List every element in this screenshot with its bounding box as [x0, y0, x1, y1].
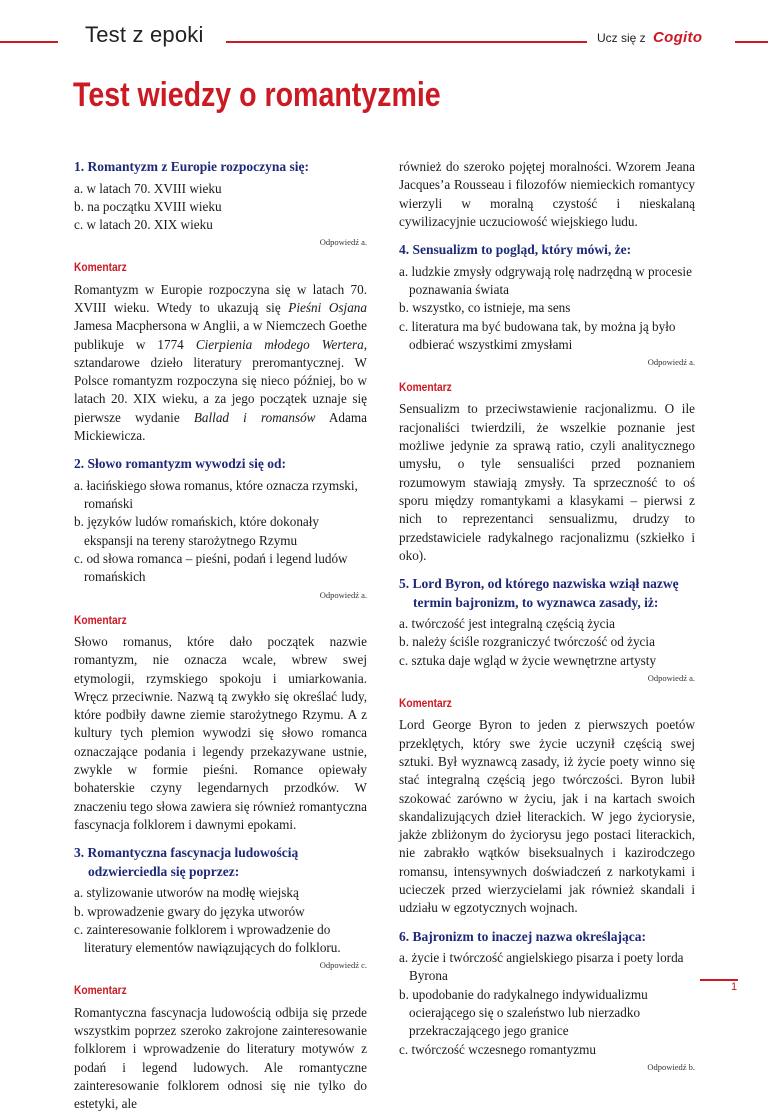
answer-option: b. wszystko, co istnieje, ma sens: [399, 300, 571, 316]
answer-option: b. należy ściśle rozgraniczyć twórczość od życia: [399, 634, 655, 650]
answer-options: [74, 884, 367, 957]
commentary-label: Komentarz: [74, 612, 127, 627]
commentary-text: Słowo romanus, które dało początek nazwie romantyzm, nie oznacza wcale, wbrew swej etymologii, rzymskiego spokoju i umiarkowania. Wręcz przeciwnie. Nazwą tą zwykło się określać ludy, które podbiły dawne ziemie starożytnego Rzymu. A z kultury tych plemion wywodzi się słowo romanca oznaczające podania i legendy przekazywane ustnie, zwykle w formie pieśni. Romance opiewały bohaterskie czyny legendarnych przodków. W znaczeniu tego słowa zawiera się również romantyczna fascynacja folklorem i dawnymi epokami.: [74, 633, 367, 832]
spacer: [74, 834, 367, 844]
answer-note: Odpowiedź a.: [319, 237, 367, 248]
answer-note: Odpowiedź a.: [319, 589, 367, 600]
answer-option: b. języków ludów romańskich, które dokonały ekspansji na tereny starożytnego Rzymu: [74, 514, 320, 548]
answer-option: a. życie i twórczość angielskiego pisarza i poety lorda Byrona: [399, 950, 684, 984]
header-rule-right: [735, 41, 768, 43]
question-heading: 6. Bajronizm to inaczej nazwa określająca:: [399, 928, 646, 944]
header-rule-left: [0, 41, 58, 43]
spacer: [399, 918, 695, 928]
question-heading: 2. Słowo romantyzm wywodzi się od:: [74, 456, 286, 472]
question-heading: 3. Romantyczna fascynacja ludowością odzwierciedla się poprzez:: [74, 845, 299, 879]
spacer: [399, 231, 695, 241]
commentary-label: Komentarz: [74, 260, 127, 275]
answer-option: a. ludzkie zmysły odgrywają rolę nadrzędną w procesie poznawania świata: [399, 263, 692, 297]
answer-option: c. od słowa romanca – pieśni, podań i legend ludów romańskich: [74, 551, 348, 585]
cogito-logo: Cogito: [653, 29, 703, 46]
spacer: [399, 565, 695, 575]
commentary-text: Romantyczna fascynacja ludowością odbija się przede wszystkim poprzez szeroko zakrojone zainteresowanie folklorem i wprowadzenie do literatury motywów z podań i legend ludowych. Ale romantyczne zainteresowanie folklorem odnosi się nie tylko do estetyki, ale: [74, 1004, 367, 1112]
answer-option: c. sztuka daje wgląd w życie wewnętrzne artysty: [399, 652, 657, 668]
commentary-label: Komentarz: [399, 380, 452, 395]
page-number: 1: [731, 981, 738, 993]
spacer: [74, 445, 367, 455]
answer-option: a. twórczość jest integralną częścią życia: [399, 616, 616, 632]
answer-option: a. stylizowanie utworów na modłę wiejską: [74, 885, 299, 901]
header-tagline: Ucz się z: [597, 31, 646, 45]
header-rule-middle: [226, 41, 587, 43]
answer-options: [399, 615, 695, 670]
page-title: Test wiedzy o romantyzmie: [73, 76, 441, 114]
left-column: [74, 158, 367, 1113]
commentary-label: Komentarz: [74, 983, 127, 998]
answer-options: [74, 477, 367, 587]
section-title: Test z epoki: [85, 22, 204, 47]
answer-option: c. zainteresowanie folklorem i wprowadzenie do literatury elementów nawiązujących do folkloru.: [74, 921, 341, 956]
answer-option: c. w latach 20. XIX wieku: [74, 217, 213, 233]
answer-note: Odpowiedź a.: [647, 357, 695, 368]
question-heading: 1. Romantyzm z Europie rozpoczyna się:: [74, 159, 309, 174]
answer-note: Odpowiedź a.: [647, 673, 695, 684]
answer-option: c. twórczość wczesnego romantyzmu: [399, 1041, 597, 1057]
question-heading: 4. Sensualizm to pogląd, który mówi, że:: [399, 242, 632, 258]
commentary-text: Sensualizm to przeciwstawienie racjonalizmu. O ile racjonaliści twierdzili, że wszelkie poznanie jest możliwe jedynie za sprawą ratio, czyli analitycznego umysłu, o tyle sensualiści przed poznaniem rozumowym stawiają zmysły. Ta sprzeczność to oś sporu między romantykami a klasykami – pierwsi z nich to reprezentanci sensualizmu, drudzy to przedstawiciele radykalnego racjonalizmu (szkiełko i oko).: [399, 401, 695, 563]
commentary-continuation: również do szeroko pojętej moralności. Wzorem Jeana Jacques’a Rousseau i filozofów niemieckich romantycy wierzyli w moralną czystość i nieskalaną cywilizacyjnie uczuciowość wiejskiego ludu.: [399, 159, 695, 229]
right-column: [399, 158, 695, 1073]
answer-option: a. łacińskiego słowa romanus, które oznacza rzymski, romański: [74, 477, 358, 512]
answer-note: Odpowiedź c.: [319, 960, 367, 971]
answer-option: a. w latach 70. XVIII wieku: [74, 180, 222, 196]
answer-option: b. upodobanie do radykalnego indywidualizmu ocierającego się o szaleństwo lub nierzadko przekraczającego jego granice: [399, 986, 648, 1039]
answer-options: [399, 263, 695, 354]
commentary-text: Lord George Byron to jeden z pierwszych poetów przeklętych, który swe życie uczynił częścią swej sztuki. Był wyznawcą zasady, iż życie poety winno się stać integralną częścią jego twórczości. Byron lubił szokować zarówno w życiu, jak i na kartach swoich skandalizujących dzieł literackich. W jego życiorysie, jakże zbliżonym do życiorysu jego postaci literackich, nie zabrakło wątków biseksualnych i kazirodczego romansu, intensywnych doświadczeń z narkotykami i ucieczek przed wierzycielami jak również skandali i udziału w egzotycznych wojnach.: [399, 717, 695, 916]
answer-note: Odpowiedź b.: [647, 1061, 695, 1072]
answer-option: b. na początku XVIII wieku: [74, 198, 222, 214]
question-heading: 5. Lord Byron, od którego nazwiska wziął nazwę termin bajronizm, to wyznawca zasady, iż:: [399, 576, 679, 610]
answer-options: [74, 180, 367, 235]
answer-option: c. literatura ma być budowana tak, by można ją było odbierać wszystkimi zmysłami: [399, 318, 676, 352]
commentary-label: Komentarz: [399, 696, 452, 711]
answer-option: b. wprowadzenie gwary do języka utworów: [74, 903, 305, 919]
commentary-text: Romantyzm w Europie rozpoczyna się w latach 70. XVIII wieku. Wtedy to ukazują się Pieśni Osjana Jamesa Macphersona w Anglii, a w Niemczech Goethe publikuje w 1774 Cierpienia młodego Wertera, sztandarowe dzieło literatury preromantycznej. W Polsce romantyzm rozpoczyna się nieco później, bo w latach 20. XIX wieku, a za jego początek uznaje się pierwsze wydanie Ballad i romansów Adama Mickiewicza.: [74, 281, 367, 444]
answer-options: [399, 949, 695, 1059]
